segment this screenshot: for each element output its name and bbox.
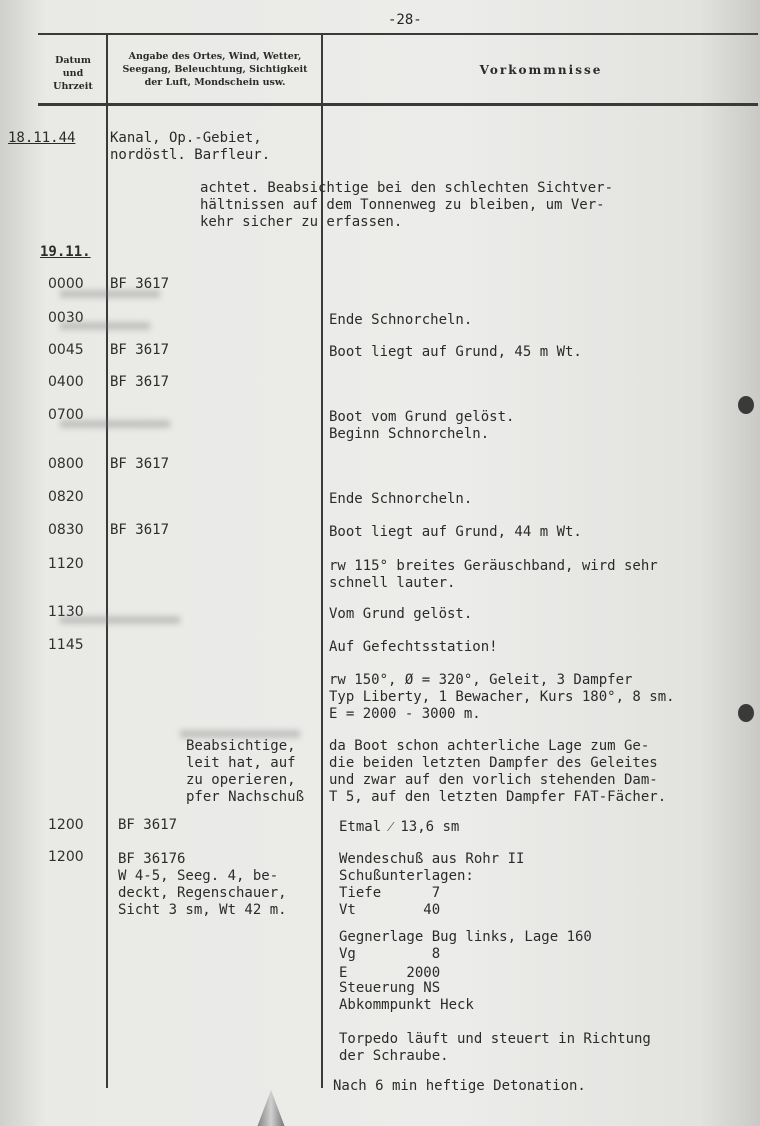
shot-line-4: Vt 40: [339, 902, 441, 918]
time-0000: 0000: [48, 276, 84, 292]
shot-line-9: Abkommpunkt Heck: [339, 997, 474, 1013]
time-0400: 0400: [48, 374, 84, 390]
time-0800: 0800: [48, 456, 84, 472]
place-line-2: nordöstl. Barfleur.: [110, 147, 271, 163]
shot-line-3: Tiefe 7: [339, 885, 441, 901]
pos-0830: BF 3617: [110, 522, 170, 538]
time-1120: 1120: [48, 556, 84, 572]
pos-1200-b-3: deckt, Regenschauer,: [118, 885, 287, 901]
event-0045: Boot liegt auf Grund, 45 m Wt.: [329, 344, 582, 360]
punch-hole-top: [738, 396, 754, 414]
header-loc-line-2: Seegang, Beleuchtung, Sichtigkeit: [122, 64, 308, 75]
event-0030: Ende Schnorcheln.: [329, 312, 473, 328]
header-time-line: Uhrzeit: [53, 81, 93, 92]
time-0830: 0830: [48, 522, 84, 538]
column-divider-1: [106, 33, 108, 1088]
continued-text-1: achtet. Beabsichtige bei den schlechten Sichtver-: [200, 180, 614, 196]
event-0820: Ende Schnorcheln.: [329, 491, 473, 507]
plan-right-4: T 5, auf den letzten Dampfer FAT-Fächer.: [329, 789, 667, 805]
plan-left-1: Beabsichtige,: [186, 738, 296, 754]
header-date-time: [40, 54, 106, 93]
event-1200-a: Etmal ⁄ 13,6 sm: [339, 819, 460, 835]
bleed-through-2: [60, 322, 150, 330]
time-0820: 0820: [48, 489, 84, 505]
page-number: -28-: [388, 12, 422, 28]
continued-text-3: kehr sicher zu erfassen.: [200, 214, 403, 230]
event-1120-line-1: rw 115° breites Geräuschband, wird sehr: [329, 558, 658, 574]
header-location-weather: [109, 50, 321, 89]
torpedo-line-1: Torpedo läuft und steuert in Richtung: [339, 1031, 651, 1047]
pos-1200-b-1: BF 36176: [118, 851, 186, 867]
header-events: Vorkommnisse: [479, 63, 603, 77]
time-0700: 0700: [48, 407, 84, 423]
pos-0400: BF 3617: [110, 374, 170, 390]
header-loc-line-1: Angabe des Ortes, Wind, Wetter,: [128, 51, 302, 62]
shot-line-7: E 2000: [339, 965, 441, 981]
convoy-line-1: rw 150°, Ø = 320°, Geleit, 3 Dampfer: [329, 672, 633, 688]
bleed-through-4: [60, 616, 180, 624]
plan-left-4: pfer Nachschuß: [186, 789, 305, 805]
convoy-line-2: Typ Liberty, 1 Bewacher, Kurs 180°, 8 sm.: [329, 689, 675, 705]
shot-line-8: Steuerung NS: [339, 980, 441, 996]
time-1200-b: 1200: [48, 849, 84, 865]
plan-left-2: leit hat, auf: [186, 755, 296, 771]
pos-0045: BF 3617: [110, 342, 170, 358]
plan-right-2: die beiden letzten Dampfer des Geleites: [329, 755, 658, 771]
header-date-line: Datum: [55, 55, 91, 66]
place-line-1: Kanal, Op.-Gebiet,: [110, 130, 262, 146]
event-1120-line-2: schnell lauter.: [329, 575, 456, 591]
header-and-line: und: [62, 68, 84, 79]
continued-text-2: hältnissen auf dem Tonnenweg zu bleiben, um Ver-: [200, 197, 605, 213]
event-0700-line-2: Beginn Schnorcheln.: [329, 426, 490, 442]
event-1130: Vom Grund gelöst.: [329, 606, 473, 622]
plan-left-3: zu operieren,: [186, 772, 296, 788]
date-18-11-44: 18.11.44: [8, 130, 76, 146]
time-0030: 0030: [48, 310, 84, 326]
event-0700-line-1: Boot vom Grund gelöst.: [329, 409, 515, 425]
plan-right-3: und zwar auf den vorlich stehenden Dam-: [329, 772, 658, 788]
detonation-line: Nach 6 min heftige Detonation.: [333, 1078, 586, 1094]
plan-right-1: da Boot schon achterliche Lage zum Ge-: [329, 738, 650, 754]
time-0045: 0045: [48, 342, 84, 358]
shot-line-6: Vg 8: [339, 946, 441, 962]
pen-tip: [256, 1090, 286, 1126]
punch-hole-bottom: [738, 704, 754, 722]
header-loc-line-3: der Luft, Mondschein usw.: [144, 77, 286, 88]
shot-line-5: Gegnerlage Bug links, Lage 160: [339, 929, 592, 945]
pos-1200-b-4: Sicht 3 sm, Wt 42 m.: [118, 902, 287, 918]
convoy-line-3: E = 2000 - 3000 m.: [329, 706, 481, 722]
pos-1200-b-2: W 4-5, Seeg. 4, be-: [118, 868, 279, 884]
event-0830: Boot liegt auf Grund, 44 m Wt.: [329, 524, 582, 540]
torpedo-line-2: der Schraube.: [339, 1048, 449, 1064]
pos-1200-a: BF 3617: [118, 817, 178, 833]
time-1145: 1145: [48, 637, 84, 653]
shot-line-2: Schußunterlagen:: [339, 868, 474, 884]
date-19-11: 19.11.: [40, 244, 91, 260]
bleed-through-1: [60, 290, 160, 298]
time-1200-a: 1200: [48, 817, 84, 833]
header-bottom-rule: [38, 103, 758, 106]
pos-0000: BF 3617: [110, 276, 170, 292]
bleed-through-5: [180, 730, 300, 738]
header-top-rule: [38, 33, 758, 35]
pos-0800: BF 3617: [110, 456, 170, 472]
time-1130: 1130: [48, 604, 84, 620]
bleed-through-3: [60, 420, 170, 428]
shot-line-1: Wendeschuß aus Rohr II: [339, 851, 525, 867]
event-1145: Auf Gefechtsstation!: [329, 639, 498, 655]
